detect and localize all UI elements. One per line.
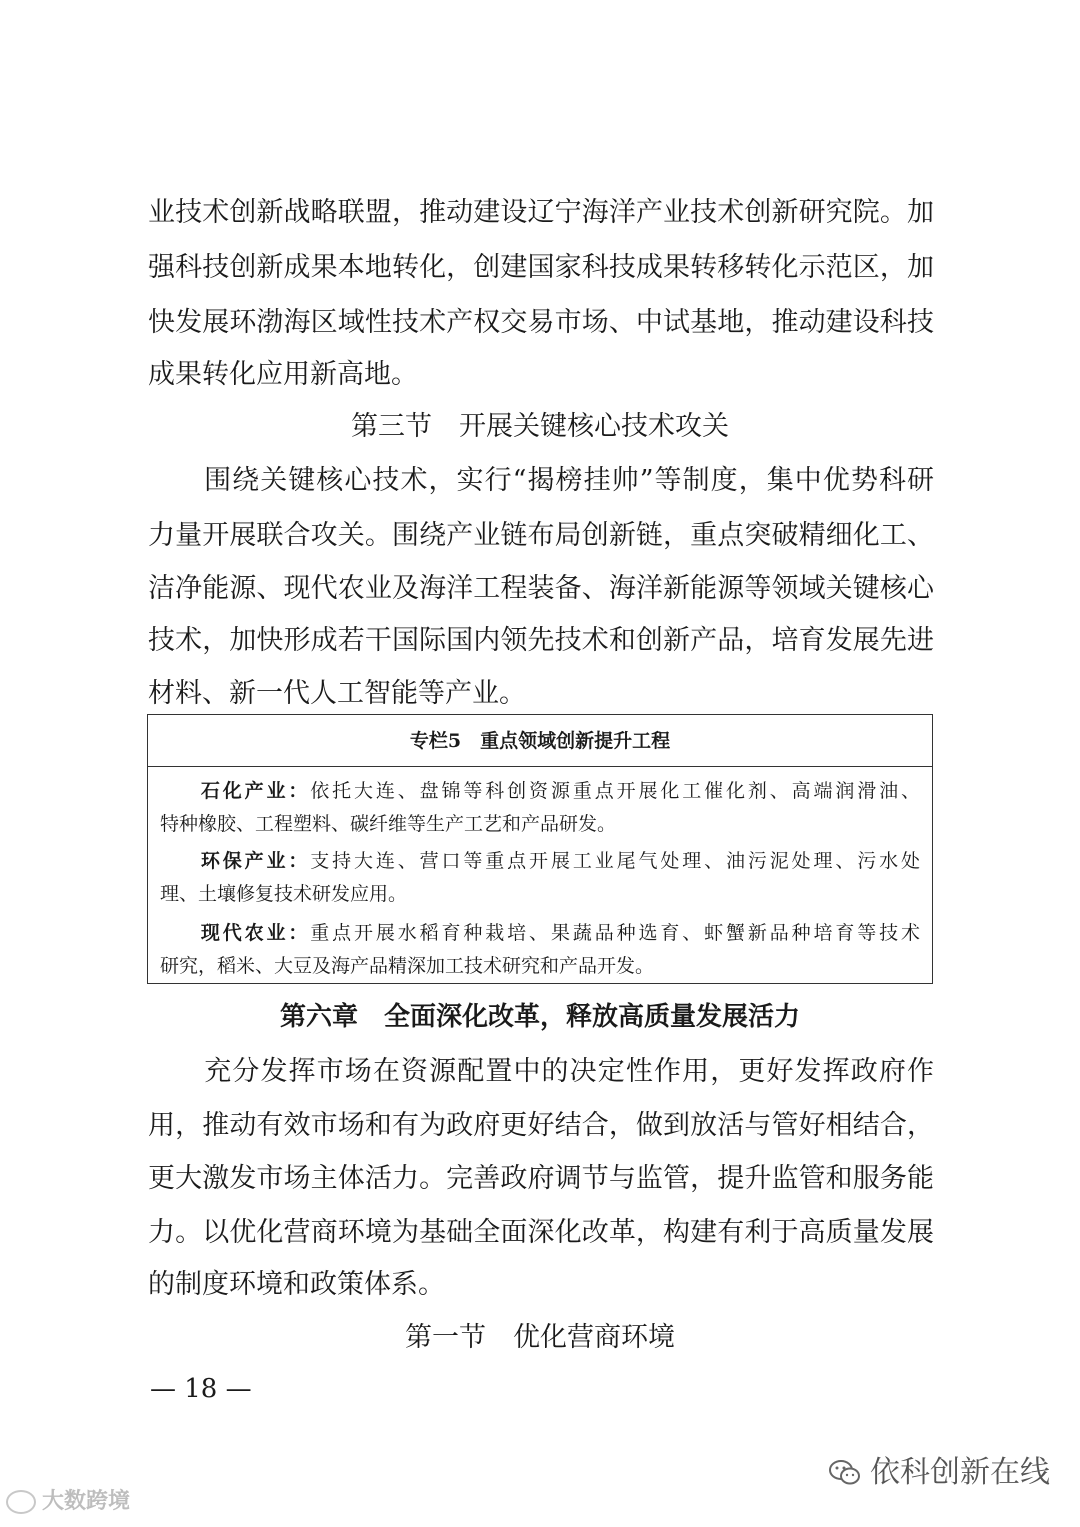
body-text-line: 快发展环渤海区域性技术产权交易市场、中试基地，推动建设科技 [148, 307, 934, 338]
item-text: 依托大连、盘锦等科创资源重点开展化工催化剂、高端润滑油、 [310, 780, 920, 802]
column-box-line [160, 920, 920, 946]
page-number: — 18 — [150, 1374, 252, 1404]
body-text-line: 用，推动有效市场和有为政府更好结合，做到放活与管好相结合， [148, 1110, 934, 1141]
wechat-icon [828, 1458, 862, 1488]
body-text-line: 围绕关键核心技术，实行“揭榜挂帅”等制度，集中优势科研 [148, 465, 934, 496]
body-text-line: 成果转化应用新高地。 [148, 359, 418, 390]
body-text-line: 强科技创新成果本地转化，创建国家科技成果转移转化示范区，加 [148, 252, 934, 283]
column-box-line: 理、土壤修复技术研发应用。 [160, 883, 408, 905]
column-box-line [160, 778, 920, 804]
body-text-line: 的制度环境和政策体系。 [148, 1269, 445, 1300]
column-box-title: 专栏5 重点领域创新提升工程 [148, 715, 932, 767]
watermark-right [828, 1453, 1050, 1493]
section-heading: 第三节 开展关键核心技术攻关 [351, 411, 729, 442]
column-box-line [160, 848, 920, 874]
item-label: 石化产业： [198, 780, 311, 802]
watermark-left-text: 大数跨境 [42, 1489, 131, 1514]
body-text-line: 业技术创新战略联盟，推动建设辽宁海洋产业技术创新研究院。加 [148, 197, 934, 228]
watermark-left [6, 1487, 130, 1517]
body-text-line: 力。以优化营商环境为基础全面深化改革，构建有利于高质量发展 [148, 1217, 934, 1248]
column-box-line: 特种橡胶、工程塑料、碳纤维等生产工艺和产品研发。 [160, 813, 617, 835]
item-label: 环保产业： [198, 850, 311, 872]
body-text-line: 力量开展联合攻关。围绕产业链布局创新链，重点突破精细化工、 [148, 520, 934, 551]
body-text-line: 更大激发市场主体活力。完善政府调节与监管，提升监管和服务能 [148, 1163, 934, 1194]
body-text-line: 技术，加快形成若干国际国内领先技术和创新产品，培育发展先进 [148, 625, 934, 656]
item-text: 支持大连、营口等重点开展工业尾气处理、油污泥处理、污水处 [310, 850, 920, 872]
column-box-line: 研究，稻米、大豆及海产品精深加工技术研究和产品开发。 [160, 955, 655, 977]
column-box [147, 714, 933, 984]
watermark-right-text: 依科创新在线 [870, 1455, 1050, 1490]
body-text-line: 充分发挥市场在资源配置中的决定性作用，更好发挥政府作 [148, 1056, 934, 1087]
item-text: 重点开展水稻育种栽培、果蔬品种选育、虾蟹新品种培育等技术 [310, 922, 920, 944]
body-text-line: 洁净能源、现代农业及海洋工程装备、海洋新能源等领域关键核心 [148, 573, 934, 604]
chapter-heading: 第六章 全面深化改革，释放高质量发展活力 [279, 1002, 800, 1032]
section-heading: 第一节 优化营商环境 [405, 1322, 675, 1353]
watermark-logo-icon [6, 1490, 36, 1514]
item-label: 现代农业： [198, 922, 311, 944]
body-text-line: 材料、新一代人工智能等产业。 [148, 678, 526, 709]
